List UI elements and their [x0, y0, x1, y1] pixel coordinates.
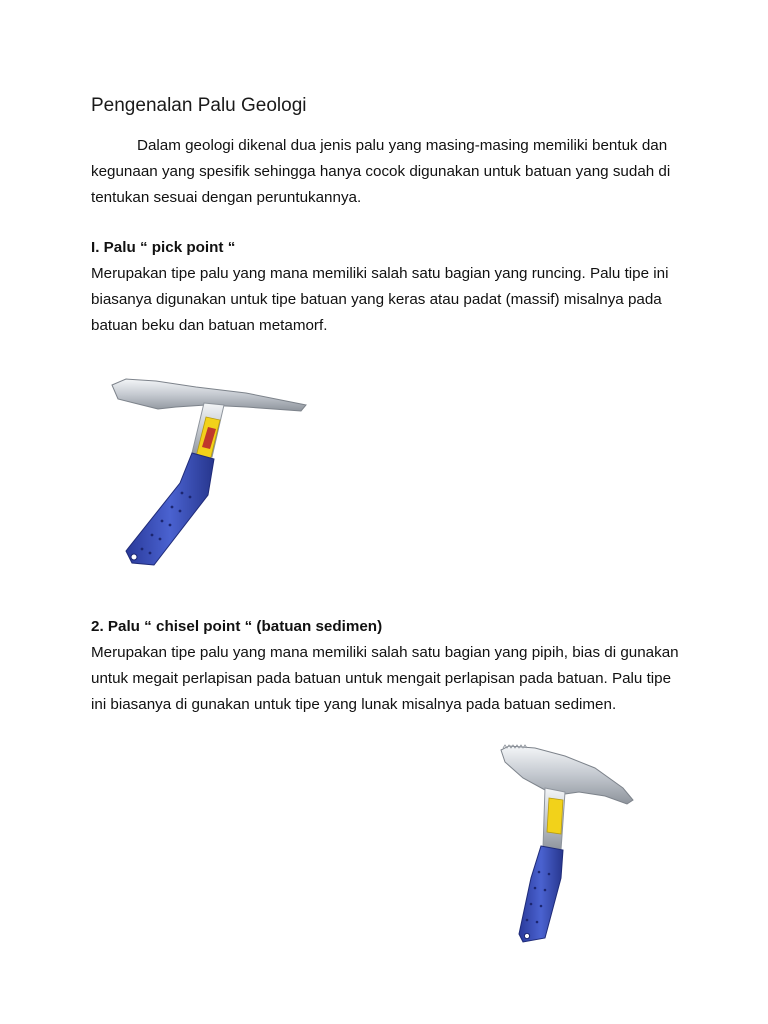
chisel-point-hammer-image: [495, 738, 645, 948]
section-2-body: Merupakan tipe palu yang mana memiliki salah satu bagian yang pipih, bias di gunakan untuk megait perlapisan pada batuan untuk mengait perlapisan pada batuan. Palu tipe ini biasanya di gunakan untuk tipe yang lunak misalnya pada batuan sedimen.: [91, 644, 679, 713]
page-title: Pengenalan Palu Geologi: [91, 95, 307, 116]
section-2-heading: 2. Palu “ chisel point “ (batuan sedimen): [91, 618, 383, 635]
section-1-body: Merupakan tipe palu yang mana memiliki salah satu bagian yang runcing. Palu tipe ini biasanya digunakan untuk tipe batuan yang keras atau padat (massif) misalnya pada batuan beku dan batuan metamorf.: [91, 265, 669, 334]
pick-point-hammer-image: [96, 365, 316, 580]
section-1-heading: I. Palu “ pick point “: [91, 239, 236, 256]
intro-paragraph: Dalam geologi dikenal dua jenis palu yang masing-masing memiliki bentuk dan kegunaan yang spesifik sehingga hanya cocok digunakan untuk batuan yang sudah di tentukan sesuai dengan peruntukannya.: [91, 137, 671, 206]
